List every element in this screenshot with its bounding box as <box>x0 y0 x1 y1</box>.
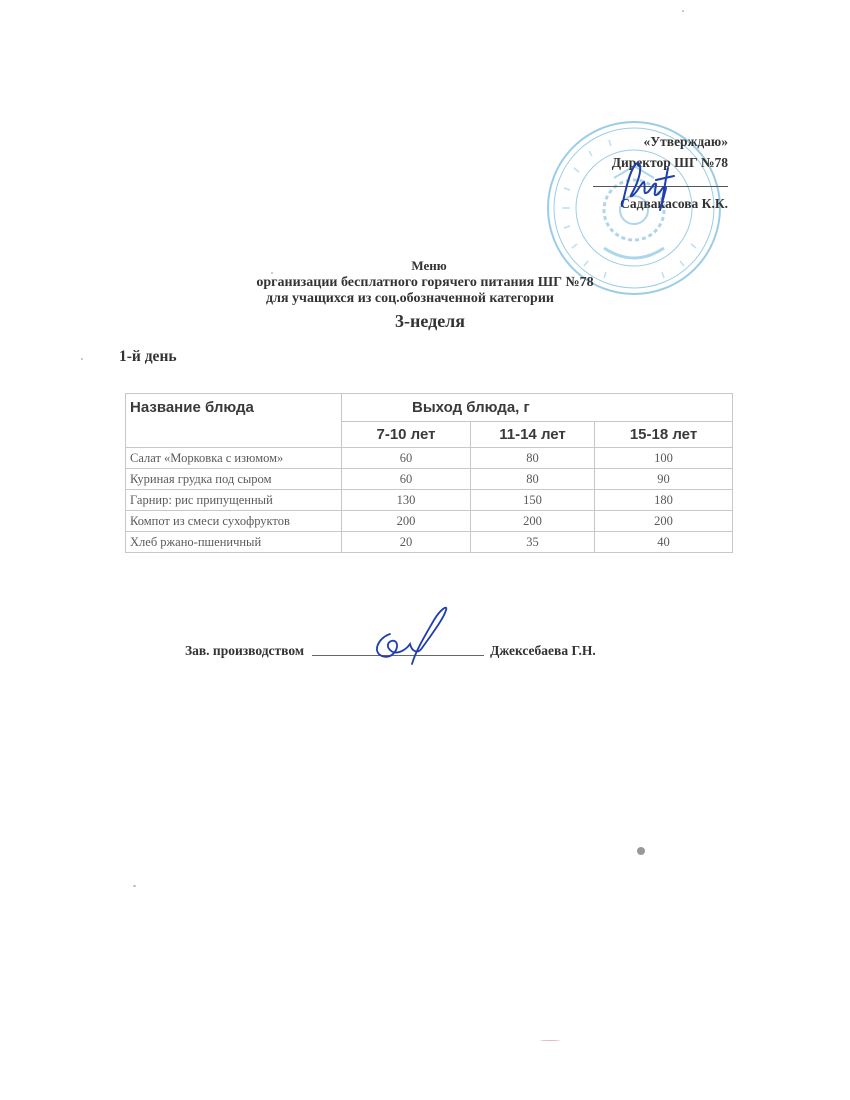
table-row <box>126 532 733 553</box>
week-label: 3-неделя <box>394 311 466 331</box>
dish-name: Компот из смеси сухофруктов <box>126 511 342 532</box>
yield-value: 40 <box>595 532 733 553</box>
dish-name: Гарнир: рис припущенный <box>126 490 342 511</box>
age-group-header-row <box>126 422 733 448</box>
scan-speck <box>81 358 83 360</box>
yield-value: 200 <box>342 511 471 532</box>
dish-name-header: Название блюда <box>126 394 342 422</box>
age-group-header: 11-14 лет <box>471 422 595 448</box>
yield-value: 60 <box>342 469 471 490</box>
scan-speck <box>540 1040 560 1041</box>
table-row <box>126 511 733 532</box>
yield-value: 200 <box>595 511 733 532</box>
table-row <box>126 490 733 511</box>
scan-speck <box>133 885 136 887</box>
director-name: Садвакасова К.К. <box>620 196 728 211</box>
yield-value: 90 <box>595 469 733 490</box>
dish-name: Куриная грудка под сыром <box>126 469 342 490</box>
yield-value: 130 <box>342 490 471 511</box>
production-role: Зав. производством <box>185 643 305 658</box>
scan-speck <box>637 847 645 855</box>
table-row <box>126 448 733 469</box>
dish-name-header-spacer <box>126 422 342 448</box>
menu-table <box>125 393 733 553</box>
day-label: 1-й день <box>119 348 177 365</box>
yield-value: 100 <box>595 448 733 469</box>
document-header <box>0 258 850 333</box>
production-signature-icon <box>360 604 460 666</box>
yield-value: 80 <box>471 469 595 490</box>
yield-value: 200 <box>471 511 595 532</box>
yield-value: 80 <box>471 448 595 469</box>
table-row <box>126 469 733 490</box>
menu-title: Меню <box>411 258 447 273</box>
yield-value: 35 <box>471 532 595 553</box>
menu-subtitle-line-1: организации бесплатного горячего питания ШГ №78 <box>256 275 594 290</box>
director-position: Директор ШГ №78 <box>611 155 728 170</box>
director-signature-icon <box>612 158 682 214</box>
dish-name: Хлеб ржано-пшеничный <box>126 532 342 553</box>
scan-speck <box>682 10 684 12</box>
yield-value: 60 <box>342 448 471 469</box>
yield-header: Выход блюда, г <box>342 394 733 422</box>
approve-label: «Утверждаю» <box>643 134 728 149</box>
menu-subtitle-line-2: для учащихся из соц.обозначенной категории <box>266 291 554 306</box>
yield-value: 20 <box>342 532 471 553</box>
dish-name: Салат «Морковка с изюмом» <box>126 448 342 469</box>
yield-value: 150 <box>471 490 595 511</box>
age-group-header: 7-10 лет <box>342 422 471 448</box>
age-group-header: 15-18 лет <box>595 422 733 448</box>
table-header-row <box>126 394 733 422</box>
scan-speck <box>271 272 273 274</box>
yield-value: 180 <box>595 490 733 511</box>
production-manager-name: Джексебаева Г.Н. <box>490 643 596 658</box>
